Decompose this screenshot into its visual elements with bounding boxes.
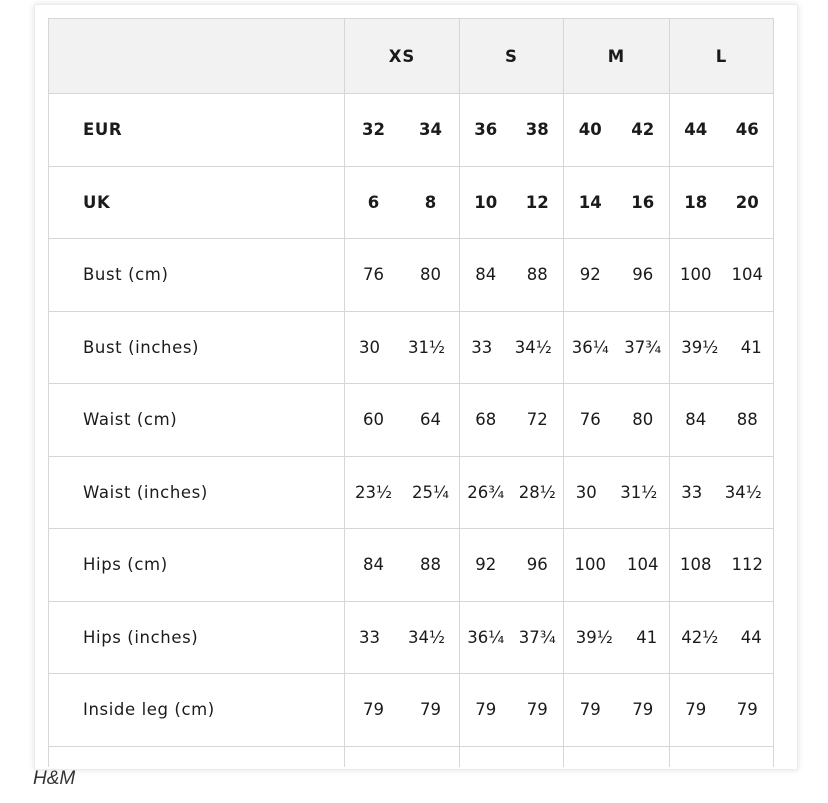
- size-cell-l: [670, 94, 774, 167]
- size-value-pair: [345, 628, 459, 647]
- size-value-pair: [345, 483, 459, 502]
- table-row: [49, 94, 774, 167]
- size-cell-l: [670, 166, 774, 239]
- size-cell-s: [460, 529, 564, 602]
- size-cell-m: [564, 311, 670, 384]
- size-value: 36: [474, 120, 498, 140]
- size-cell-l: [670, 456, 774, 529]
- size-value-pair: [670, 120, 773, 139]
- size-value: 30: [359, 337, 380, 357]
- row-label-eur: EUR: [49, 94, 345, 167]
- size-value: 76: [579, 410, 601, 430]
- size-value: 79: [632, 700, 654, 720]
- empty-cell: [564, 746, 670, 767]
- size-cell-s: [460, 311, 564, 384]
- size-value: 34½: [724, 482, 762, 502]
- size-header-s: S: [460, 19, 564, 94]
- size-value-pair: [564, 555, 669, 574]
- size-value: 80: [632, 410, 654, 430]
- size-value: 88: [526, 265, 548, 285]
- size-value: 14: [578, 192, 602, 212]
- size-value: 79: [579, 700, 601, 720]
- size-value: 33: [681, 482, 703, 502]
- table-row: [49, 166, 774, 239]
- table-row: [49, 601, 774, 674]
- size-cell-xs: [345, 311, 460, 384]
- size-value: 76: [363, 265, 384, 285]
- empty-cell: [460, 746, 564, 767]
- size-header-m: M: [564, 19, 670, 94]
- empty-cell: [49, 746, 345, 767]
- size-value: 26¾: [467, 482, 505, 502]
- size-header-l: L: [670, 19, 774, 94]
- size-value-pair: [564, 265, 669, 284]
- size-value: 12: [525, 192, 549, 212]
- size-value-pair: [670, 265, 773, 284]
- size-value: 104: [627, 555, 659, 575]
- image-caption: H&M: [33, 768, 76, 789]
- size-value-pair: [345, 700, 459, 719]
- size-value: 84: [475, 265, 497, 285]
- size-value-pair: [345, 338, 459, 357]
- size-value: 37¾: [518, 627, 556, 647]
- size-chart-table: [48, 18, 774, 767]
- size-value-pair: [460, 120, 563, 139]
- size-value-pair: [345, 120, 459, 139]
- row-label-waist-cm: Waist (cm): [49, 384, 345, 457]
- table-row: [49, 311, 774, 384]
- row-label-uk: UK: [49, 166, 345, 239]
- size-cell-m: [564, 94, 670, 167]
- size-value-pair: [460, 338, 563, 357]
- size-value: 79: [420, 700, 441, 720]
- size-value: 31½: [620, 482, 658, 502]
- size-value: 100: [574, 555, 606, 575]
- size-value-pair: [564, 410, 669, 429]
- row-label-bust-inches: Bust (inches): [49, 311, 345, 384]
- header-corner-cell: [49, 19, 345, 94]
- size-cell-m: [564, 674, 670, 747]
- table-row: [49, 529, 774, 602]
- size-value: 30: [575, 482, 597, 502]
- size-value-pair: [670, 700, 773, 719]
- size-value: 79: [736, 700, 758, 720]
- size-cell-s: [460, 674, 564, 747]
- size-value: 84: [685, 410, 707, 430]
- size-cell-l: [670, 311, 774, 384]
- size-value-pair: [670, 193, 773, 212]
- size-value: 33: [359, 627, 380, 647]
- size-cell-s: [460, 601, 564, 674]
- size-value-pair: [564, 700, 669, 719]
- size-value-pair: [345, 410, 459, 429]
- row-label-bust-cm: Bust (cm): [49, 239, 345, 312]
- size-value: 18: [684, 192, 708, 212]
- size-cell-xs: [345, 166, 460, 239]
- size-cell-l: [670, 239, 774, 312]
- size-value: 96: [632, 265, 654, 285]
- size-cell-l: [670, 529, 774, 602]
- size-header-row: [49, 19, 774, 94]
- size-value-pair: [670, 483, 773, 502]
- size-value-pair: [460, 193, 563, 212]
- size-value: 79: [526, 700, 548, 720]
- size-value: 112: [731, 555, 763, 575]
- size-cell-s: [460, 166, 564, 239]
- size-value: 100: [680, 265, 712, 285]
- size-chart-body: [49, 94, 774, 767]
- size-value: 44: [684, 120, 708, 140]
- size-value-pair: [670, 628, 773, 647]
- size-cell-s: [460, 239, 564, 312]
- size-value-pair: [670, 338, 773, 357]
- size-value: 34½: [408, 627, 445, 647]
- size-cell-xs: [345, 94, 460, 167]
- size-value: 36¼: [467, 627, 505, 647]
- size-value: 79: [475, 700, 497, 720]
- size-cell-xs: [345, 674, 460, 747]
- size-value: 34: [419, 120, 442, 140]
- size-value: 41: [636, 627, 658, 647]
- row-label-hips-cm: Hips (cm): [49, 529, 345, 602]
- size-value-pair: [345, 193, 459, 212]
- size-cell-s: [460, 94, 564, 167]
- row-label-inside-leg-cm: Inside leg (cm): [49, 674, 345, 747]
- size-cell-xs: [345, 239, 460, 312]
- size-cell-m: [564, 456, 670, 529]
- size-value-pair: [564, 193, 669, 212]
- size-value: 40: [578, 120, 602, 140]
- size-value: 92: [475, 555, 497, 575]
- size-cell-m: [564, 384, 670, 457]
- size-cell-xs: [345, 456, 460, 529]
- size-value-pair: [460, 410, 563, 429]
- size-value: 64: [420, 410, 441, 430]
- size-value: 46: [735, 120, 759, 140]
- size-value: 88: [736, 410, 758, 430]
- size-value-pair: [670, 555, 773, 574]
- row-label-hips-inches: Hips (inches): [49, 601, 345, 674]
- size-value: 60: [363, 410, 384, 430]
- table-row: [49, 674, 774, 747]
- size-value: 79: [363, 700, 384, 720]
- table-row: [49, 384, 774, 457]
- size-value: 32: [362, 120, 385, 140]
- size-value-pair: [670, 410, 773, 429]
- size-value-pair: [345, 555, 459, 574]
- row-label-waist-inches: Waist (inches): [49, 456, 345, 529]
- size-value: 20: [735, 192, 759, 212]
- size-cell-m: [564, 239, 670, 312]
- size-value: 88: [420, 555, 441, 575]
- size-value-pair: [460, 265, 563, 284]
- size-value: 31½: [408, 337, 445, 357]
- size-cell-m: [564, 166, 670, 239]
- size-value: 38: [525, 120, 549, 140]
- size-value-pair: [345, 265, 459, 284]
- size-cell-xs: [345, 384, 460, 457]
- size-cell-xs: [345, 601, 460, 674]
- empty-cell: [345, 746, 460, 767]
- size-cell-m: [564, 601, 670, 674]
- size-value-pair: [564, 120, 669, 139]
- size-value: 84: [363, 555, 384, 575]
- size-value: 10: [474, 192, 498, 212]
- size-value: 16: [631, 192, 655, 212]
- size-value: 42½: [681, 627, 719, 647]
- size-value-pair: [564, 338, 669, 357]
- size-value: 92: [579, 265, 601, 285]
- size-cell-s: [460, 456, 564, 529]
- size-value: 96: [526, 555, 548, 575]
- size-value: 25¼: [412, 482, 449, 502]
- size-value-pair: [564, 483, 669, 502]
- table-row-cut-off: [49, 746, 774, 767]
- size-value: 39½: [575, 627, 613, 647]
- size-value-pair: [460, 700, 563, 719]
- size-value: 108: [680, 555, 712, 575]
- size-value: 8: [424, 192, 437, 212]
- size-value: 80: [420, 265, 441, 285]
- table-row: [49, 239, 774, 312]
- size-value-pair: [460, 555, 563, 574]
- size-header-xs: XS: [345, 19, 460, 94]
- size-value-pair: [460, 628, 563, 647]
- size-value: 23½: [355, 482, 392, 502]
- size-value: 39½: [681, 337, 719, 357]
- empty-cell: [670, 746, 774, 767]
- size-value: 34½: [514, 337, 552, 357]
- size-value: 33: [471, 337, 493, 357]
- size-value-pair: [460, 483, 563, 502]
- size-cell-l: [670, 384, 774, 457]
- size-cell-xs: [345, 529, 460, 602]
- size-value: 6: [367, 192, 380, 212]
- size-cell-m: [564, 529, 670, 602]
- size-value: 36¼: [571, 337, 609, 357]
- size-value: 44: [740, 627, 762, 647]
- size-value: 28½: [518, 482, 556, 502]
- size-cell-l: [670, 674, 774, 747]
- size-value: 68: [475, 410, 497, 430]
- size-cell-l: [670, 601, 774, 674]
- size-value: 79: [685, 700, 707, 720]
- size-value: 104: [731, 265, 763, 285]
- size-value-pair: [564, 628, 669, 647]
- table-row: [49, 456, 774, 529]
- size-value: 37¾: [624, 337, 662, 357]
- size-value: 41: [740, 337, 762, 357]
- size-value: 42: [631, 120, 655, 140]
- size-value: 72: [526, 410, 548, 430]
- size-cell-s: [460, 384, 564, 457]
